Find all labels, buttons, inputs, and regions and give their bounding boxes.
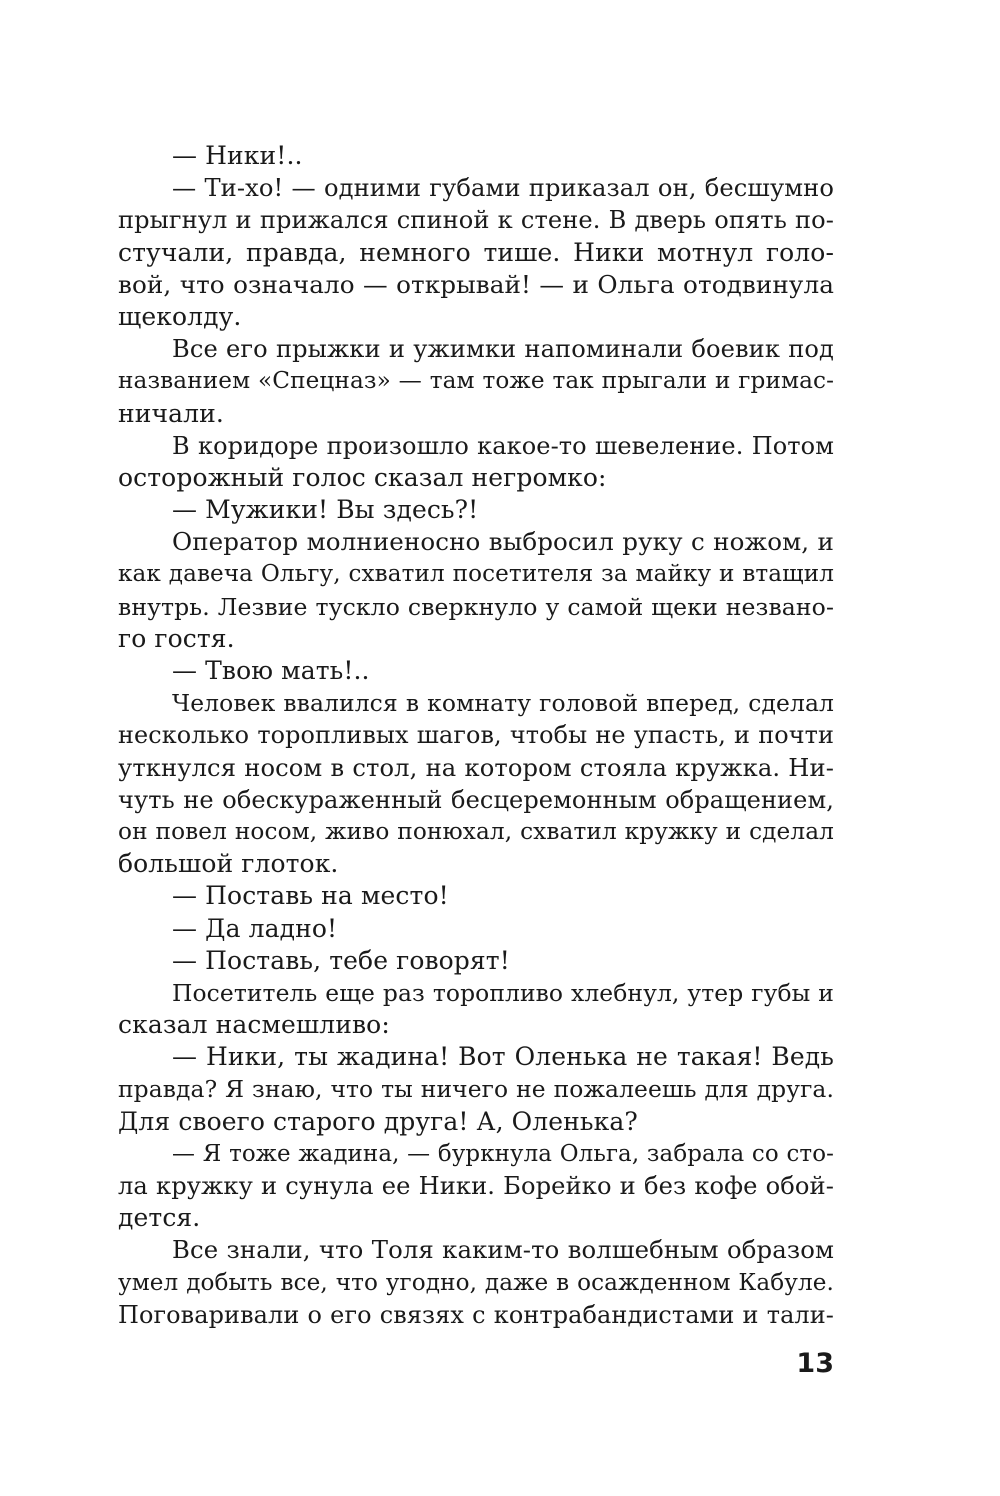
text-line: умел добыть все, что угодно, даже в осажденном Кабуле.: [118, 1269, 834, 1296]
text-line: — Ники, ты жадина! Вот Оленька не такая! Ведь: [172, 1042, 834, 1072]
text-line: ла кружку и сунула ее Ники. Борейко и без кофе обой-: [118, 1172, 834, 1200]
text-line: — Мужики! Вы здесь?!: [172, 495, 479, 525]
text-line: Посетитель еще раз торопливо хлебнул, утер губы и: [172, 978, 834, 1007]
text-line: Оператор молниеносно выбросил руку с ножом, и: [172, 527, 834, 557]
text-line: Все знали, что Толя каким-то волшебным образом: [172, 1235, 834, 1265]
text-line: Для своего старого друга! А, Оленька?: [118, 1106, 638, 1136]
text-line: — Поставь, тебе говорят!: [172, 945, 510, 975]
text-line: прыгнул и прижался спиной к стене. В дверь опять по-: [118, 206, 834, 235]
text-line: сказал насмешливо:: [118, 1010, 390, 1040]
text-line: го гостя.: [118, 623, 235, 653]
text-line: дется.: [118, 1203, 201, 1233]
text-line: стучали, правда, немного тише. Ники мотнул голо-: [118, 237, 834, 267]
text-line: — Твою мать!..: [172, 656, 370, 685]
text-line: — Ники!..: [172, 141, 303, 170]
text-line: как давеча Ольгу, схватил посетителя за майку и втащил: [118, 561, 834, 588]
text-line: — Ти-хо! — одними губами приказал он, бесшумно: [172, 174, 834, 203]
text-line: — Я тоже жадина, — буркнула Ольга, забрала со сто-: [172, 1140, 834, 1167]
text-line: Все его прыжки и ужимки напоминали боевик под: [172, 335, 834, 364]
text-line: ничали.: [118, 398, 224, 428]
text-line: он повел носом, живо понюхал, схватил кружку и сделал: [118, 817, 834, 845]
text-line: вой, что означало — открывай! — и Ольга отодвинула: [118, 269, 834, 299]
text-line: правда? Я знаю, что ты ничего не пожалеешь для друга.: [118, 1075, 834, 1104]
text-line: несколько торопливых шагов, чтобы не упасть, и почти: [118, 721, 834, 750]
page-text: [118, 140, 834, 1331]
text-line: чуть не обескураженный бесцеремонным обращением,: [118, 785, 834, 814]
text-line: уткнулся носом в стол, на котором стояла кружка. Ни-: [118, 753, 834, 782]
text-line: — Да ладно!: [172, 913, 338, 943]
text-line: Человек ввалился в комнату головой вперед, сделал: [172, 689, 834, 718]
page-number: 13: [796, 1348, 834, 1379]
text-line: щеколду.: [118, 301, 242, 331]
text-line: В коридоре произошло какое-то шевеление. Потом: [172, 431, 834, 460]
text-line: названием «Спецназ» — там тоже так прыгали и гримас-: [118, 368, 834, 395]
text-line: внутрь. Лезвие тускло сверкнуло у самой щеки незвано-: [118, 592, 834, 621]
text-line: большой глоток.: [118, 849, 339, 879]
text-line: Поговаривали о его связях с контрабандистами и тали-: [118, 1300, 834, 1329]
text-line: осторожный голос сказал негромко:: [118, 462, 607, 492]
text-line: — Поставь на место!: [172, 881, 449, 911]
